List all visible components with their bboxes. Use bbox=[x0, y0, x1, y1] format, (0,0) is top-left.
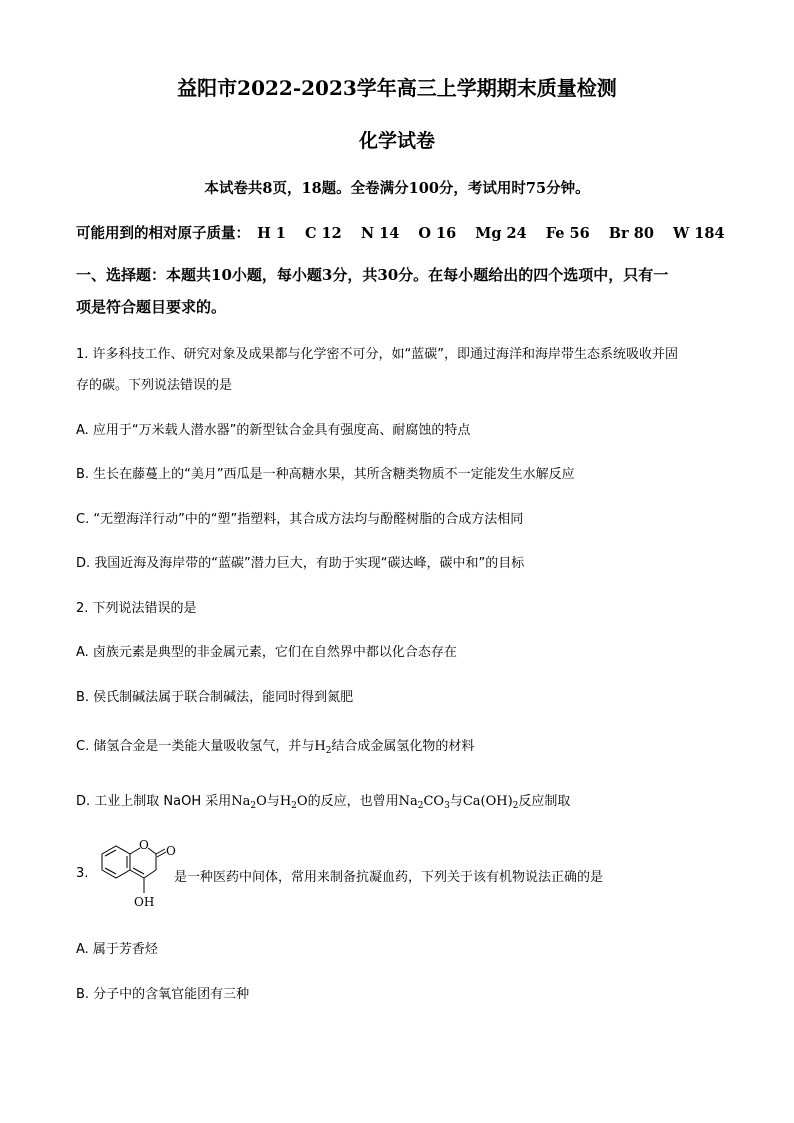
formula-subscript: 2 bbox=[325, 746, 332, 756]
formula-subscript: 3 bbox=[444, 801, 450, 811]
coumarin-structure bbox=[90, 833, 180, 913]
ring-oxygen-label: O bbox=[139, 838, 149, 852]
atomic-mass-item: W 184 bbox=[672, 225, 725, 242]
q3-option-b: B. 分子中的含氧官能团有三种 bbox=[76, 987, 250, 1002]
q1-stem-line2: 存的碳。下列说法错误的是 bbox=[76, 378, 233, 393]
atomic-mass-item: Br 80 bbox=[608, 225, 654, 242]
carbonyl-oxygen-label: O bbox=[166, 844, 176, 858]
formula-subscript: 2 bbox=[250, 801, 257, 811]
formula-o: O bbox=[296, 794, 308, 809]
q2-option-d-text: D. 工业上制取 NaOH 采用 bbox=[76, 794, 232, 809]
hydroxyl-label: OH bbox=[134, 895, 155, 909]
section-heading-line1: 一、选择题：本题共10小题，每小题3分，共30分。在每小题给出的四个选项中，只有一 bbox=[76, 266, 669, 284]
formula-na: Na bbox=[398, 794, 418, 809]
page-subtitle: 化学试卷 bbox=[358, 130, 435, 152]
q1-option-d: D. 我国近海及海岸带的“蓝碳”潜力巨大，有助于实现“碳达峰，碳中和”的目标 bbox=[76, 556, 525, 571]
q3-number: 3. bbox=[76, 866, 89, 881]
q2-stem: 2. 下列说法错误的是 bbox=[76, 601, 197, 616]
atomic-mass-item: Fe 56 bbox=[545, 225, 590, 242]
atomic-masses-label: 可能用到的相对原子质量： bbox=[76, 225, 250, 242]
q1-stem-line1: 1. 许多科技工作、研究对象及成果都与化学密不可分，如“蓝碳”，即通过海洋和海岸带生态系统吸收并固 bbox=[76, 347, 679, 362]
q2-option-c-text: 结合成金属氢化物的材料 bbox=[331, 739, 475, 754]
q1-option-c: C. “无塑海洋行动”中的“塑”指塑料，其合成方法均与酚醛树脂的合成方法相同 bbox=[76, 512, 524, 527]
structure-diagram bbox=[90, 833, 180, 913]
q2-option-d-text: 与 bbox=[266, 794, 280, 809]
atomic-mass-item: Mg 24 bbox=[475, 225, 527, 242]
atomic-mass-item: C 12 bbox=[304, 225, 342, 242]
formula-co: CO bbox=[423, 794, 445, 809]
q2-option-d-text: 与 bbox=[449, 794, 463, 809]
q2-option-a: A. 卤族元素是典型的非金属元素，它们在自然界中都以化合态存在 bbox=[76, 645, 457, 660]
q3-stem: 是一种医药中间体，常用来制备抗凝血药，下列关于该有机物说法正确的是 bbox=[174, 870, 604, 885]
formula-h: H bbox=[279, 794, 292, 809]
q2-option-d-text: 反应制取 bbox=[518, 794, 571, 809]
atomic-mass-item: N 14 bbox=[360, 225, 400, 242]
q2-option-c-text: C. 储氢合金是一类能大量吸收氢气，并与 bbox=[76, 739, 315, 754]
formula-subscript: 2 bbox=[417, 801, 424, 811]
page-title: 益阳市2022-2023学年高三上学期期末质量检测 bbox=[177, 76, 617, 100]
q1-option-a: A. 应用于“万米载人潜水器”的新型钛合金具有强度高、耐腐蚀的特点 bbox=[76, 423, 471, 438]
atomic-mass-item: O 16 bbox=[418, 225, 457, 242]
formula-subscript: 2 bbox=[291, 801, 297, 811]
formula-subscript: 2 bbox=[512, 801, 519, 811]
q2-option-d bbox=[76, 790, 570, 811]
q1-option-b: B. 生长在藤蔓上的“美月”西瓜是一种高糖水果，其所含糖类物质不一定能发生水解反应 bbox=[76, 467, 575, 482]
atomic-mass-item: H 1 bbox=[257, 225, 286, 242]
section-heading-line2: 项是符合题目要求的。 bbox=[76, 298, 227, 316]
formula-na: Na bbox=[231, 794, 251, 809]
formula-h: H bbox=[314, 739, 326, 754]
formula-caoh: Ca(OH) bbox=[462, 794, 513, 809]
exam-instructions: 本试卷共8页，18题。全卷满分100分，考试用时75分钟。 bbox=[204, 180, 590, 197]
q2-option-d-text: 的反应，也曾用 bbox=[307, 794, 399, 809]
q3-option-a: A. 属于芳香烃 bbox=[76, 942, 158, 957]
atomic-masses bbox=[76, 222, 739, 243]
q2-option-b: B. 侯氏制碱法属于联合制碱法，能同时得到氮肥 bbox=[76, 690, 354, 705]
formula-o: O bbox=[256, 794, 267, 809]
q2-option-c bbox=[76, 735, 474, 756]
